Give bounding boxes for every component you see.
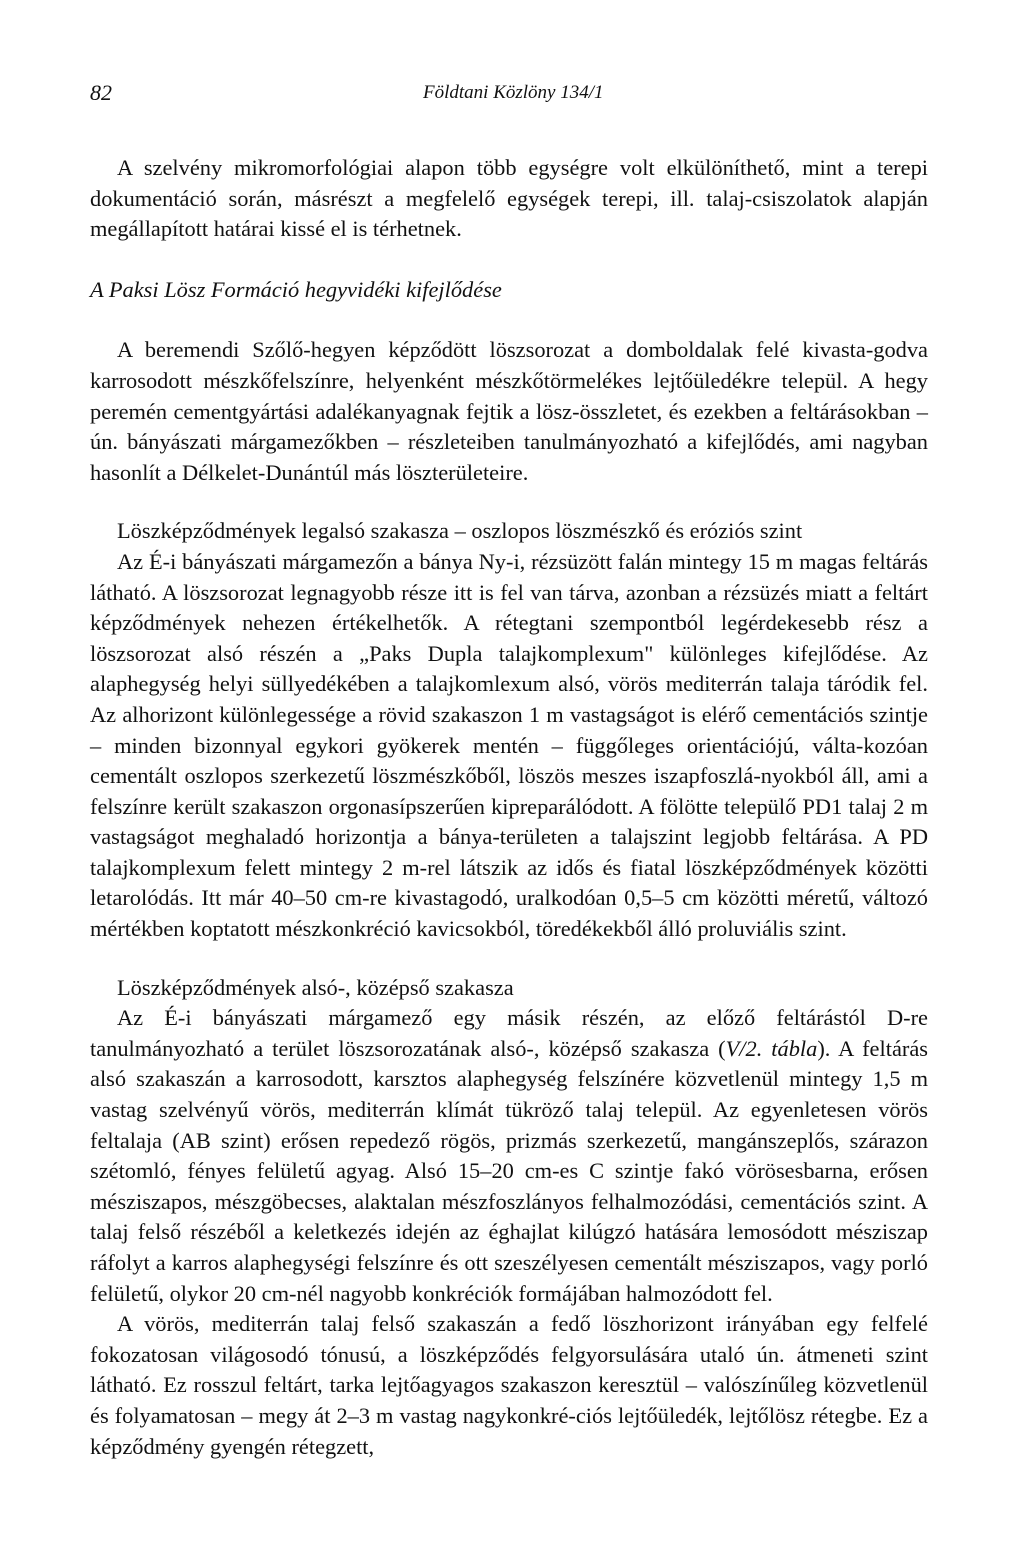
journal-title: Földtani Közlöny 134/1	[423, 82, 604, 103]
paragraph-4	[90, 1003, 928, 1309]
plate-reference: V/2. tábla	[725, 1035, 818, 1061]
paragraph-4-part-b: ). A feltárás alsó szakaszán a karrosodott, karsztos alaphegység felszínére közvetlenül mintegy 1,5 m vastag szelvényű vörös, mediterrán klímát tükröző talaj települ. Az egyenletesen vörös feltalaja (AB szint) erősen repedező rögös, prizmás szerkezetű, mangánszeplős, szárazon szétomló, fényes felületű agyag. Alsó 15–20 cm-es C szintje fakó vörösesbarna, erősen mésziszapos, mészgöbecses, alaktalan mészfoszlányos felhalmozódási, cementációs szint. A talaj felső részéből a keletkezés idején az éghajlat kilúgzó hatására lemosódott mésziszap ráfolyt a karros alaphegységi felszínre és ott szeszélyesen cementált mésziszapos, vagy porló felületű, olykor 20 cm-nél nagyobb konkréciók formájában halmozódott fel.	[90, 1035, 928, 1306]
document-page	[90, 80, 928, 1462]
body-text	[90, 153, 928, 1462]
paragraph-1: A szelvény mikromorfológiai alapon több egységre volt elkülöníthető, mint a terepi dokumentáció során, másrészt a megfelelő egységek terepi, ill. talaj-csiszolatok alapján megállapított határai kissé el is térhetnek.	[90, 155, 928, 242]
paragraph-4-part-a: Az É-i bányászati márgamező egy másik részén, az előző feltárástól D-re tanulmányozható a terület löszsorozatának alsó-, középső szakasza (	[90, 1005, 928, 1061]
paragraph-5: A vörös, mediterrán talaj felső szakaszán a fedő löszhorizont irányában egy felfelé fokozatosan világosodó tónusú, a löszképződés felgyorsulására utaló ún. átmeneti szint látható. Ez rosszul feltárt, tarka lejtőagyagos szakaszon keresztül – valószínűleg közvetlenül és folyamatosan – megy át 2–3 m vastag nagykonkré-ciós lejtőüledék, lejtőlösz rétegbe. Ez a képződmény gyengén rétegzett,	[90, 1311, 928, 1459]
paragraph-2: A beremendi Szőlő-hegyen képződött löszsorozat a domboldalak felé kivasta-godva karrosodott mészkőfelszínre, helyenként mészkőtörmelékes lejtőüledékre települ. A hegy peremén cementgyártási adalékanyagnak fejtik a lösz-összletet, és ezekben a feltárásokban – ún. bányászati márgamezőkben – részleteiben tanulmányozható a kifejlődés, ami nagyban hasonlít a Délkelet-Dunántúl más löszterületeire.	[90, 337, 928, 485]
section-heading-hegyvideki: A Paksi Lösz Formáció hegyvidéki kifejlődése	[90, 276, 502, 302]
section-heading-also-kozepso: Löszképződmények alsó-, középső szakasza	[117, 974, 514, 1000]
paragraph-3: Az É-i bányászati márgamezőn a bánya Ny-i, rézsüzött falán mintegy 15 m magas feltárás látható. A löszsorozat legnagyobb része itt is fel van tárva, azonban a rézsüzés miatt a feltárt képződmények nehezen értékelhetők. A rétegtani szempontból legérdekesebb rész a löszsorozat alsó részén a „Paks Dupla talajkomplexum" különleges kifejlődése. Az alaphegység helyi süllyedékében a talajkomlexum alsó, vörös mediterrán talaja táródik fel. Az alhorizont különlegessége a rövid szakaszon 1 m vastagságot is elérő cementációs szintje – minden bizonnyal egykori gyökerek mentén – függőleges orientációjú, válta-kozóan cementált oszlopos szerkezetű löszmészkőből, löszös meszes iszapfoszlá-nyokból áll, ami a felszínre került szakaszon orgonasípszerűen kipreparálódott. A fölötte települő PD1 talaj 2 m vastagságot meghaladó horizontja a bánya-területen a talajszint legjobb feltárása. A PD talajkomplexum felett mintegy 2 m-rel látszik az idős és fiatal löszképződmények közötti letarolódás. Itt már 40–50 cm-re kivastagodó, uralkodóan 0,5–5 cm közötti méretű, változó mértékben koptatott mészkonkréció kavicsokból, töredékekből álló proluviális szint.	[90, 548, 928, 942]
section-heading-legalso: Löszképződmények legalsó szakasza – oszlopos löszmészkő és eróziós szint	[117, 518, 803, 544]
page-number: 82	[90, 80, 112, 105]
page-header	[90, 80, 928, 120]
